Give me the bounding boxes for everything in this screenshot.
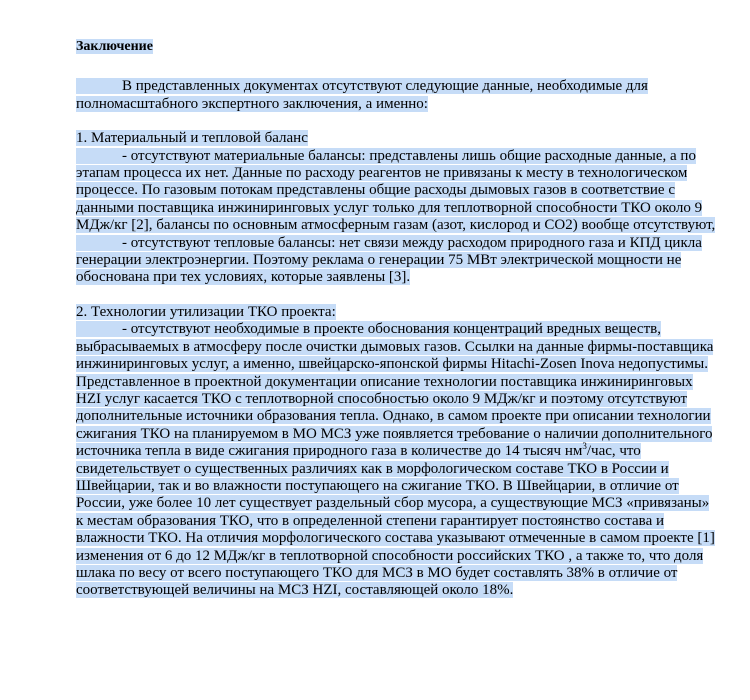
section-technology [76, 304, 716, 600]
intro-paragraph [76, 78, 716, 113]
intro-text: В представленных документах отсутствуют следующие данные, необходимые для полномасштабного экспертного заключения, а именно: [76, 78, 648, 112]
section2-paragraph: - отсутствуют необходимые в проекте обоснования концентраций вредных веществ, выбрасываемых в атмосферу после очистки дымовых газов. Ссылки на данные фирмы-поставщика инжиниринговых услуг, а именно, швейцарско-японской фирмы Hitachi-Zosen Inova недопустимы. Представленное в проектной документации описание технологии поставщика инжиниринговых HZI услуг касается ТКО с теплотворной способностью около 9 МДж/кг и поэтому отсутствуют дополнительные источники образования тепла. Однако, в самом проекте при описании технологии сжигания ТКО на планируемом в МО МСЗ уже появляется требование о наличии дополнительного источника тепла в виде сжигания природного газа в количестве до 14 тысяч $нм^3$/час, что свидетельствует о существенных различиях как в морфологическом составе ТКО в России и Швейцарии, так и во влажности поступающего на сжигание ТКО. В Швейцарии, в отличие от России, уже более 10 лет существует раздельный сбор мусора, а существующие МСЗ «привязаны» к местам образования ТКО, что в определенной степени гарантирует постоянство состава и влажности ТКО. На отличия морфологического состава указывают отмеченные в самом проекте [1] изменения от 6 до 12 МДж/кг в теплотворной способности российских ТКО , а также то, что доля шлака по весу от всего поступающего ТКО для МСЗ в МО будет составлять 38% в отличие от соответствующей величины на МСЗ HZI, составляющей около 18%. [76, 321, 715, 599]
section2-heading: 2. Технологии утилизации ТКО проекта: [76, 303, 336, 320]
superscript-3: 3 [582, 441, 587, 452]
document-title [76, 38, 716, 55]
section1-paragraph-1: - отсутствуют материальные балансы: представлены лишь общие расходные данные, а по этапам процесса их нет. Данные по расходу реагентов не привязаны к месту в технологическом процессе. По газовым потокам представлены общие расходы дымовых газов в соответствие с данными поставщика инжиниринговых услуг только для теплотворной способности ТКО около 9 МДж/кг [2], балансы по основным атмосферным газам (азот, кислород и СО2) вообще отсутствуют, [76, 147, 716, 234]
title-text: Заключение [76, 39, 153, 54]
section-material-balance [76, 130, 716, 287]
section1-paragraph-2: - отсутствуют тепловые балансы: нет связи между расходом природного газа и КПД цикла генерации электроэнергии. Поэтому реклама о генерации 75 МВт электрической мощности не обоснована при тех условиях, которые заявлены [3]. [76, 234, 702, 286]
section1-heading: 1. Материальный и тепловой баланс [76, 130, 308, 147]
document-body [76, 38, 716, 617]
